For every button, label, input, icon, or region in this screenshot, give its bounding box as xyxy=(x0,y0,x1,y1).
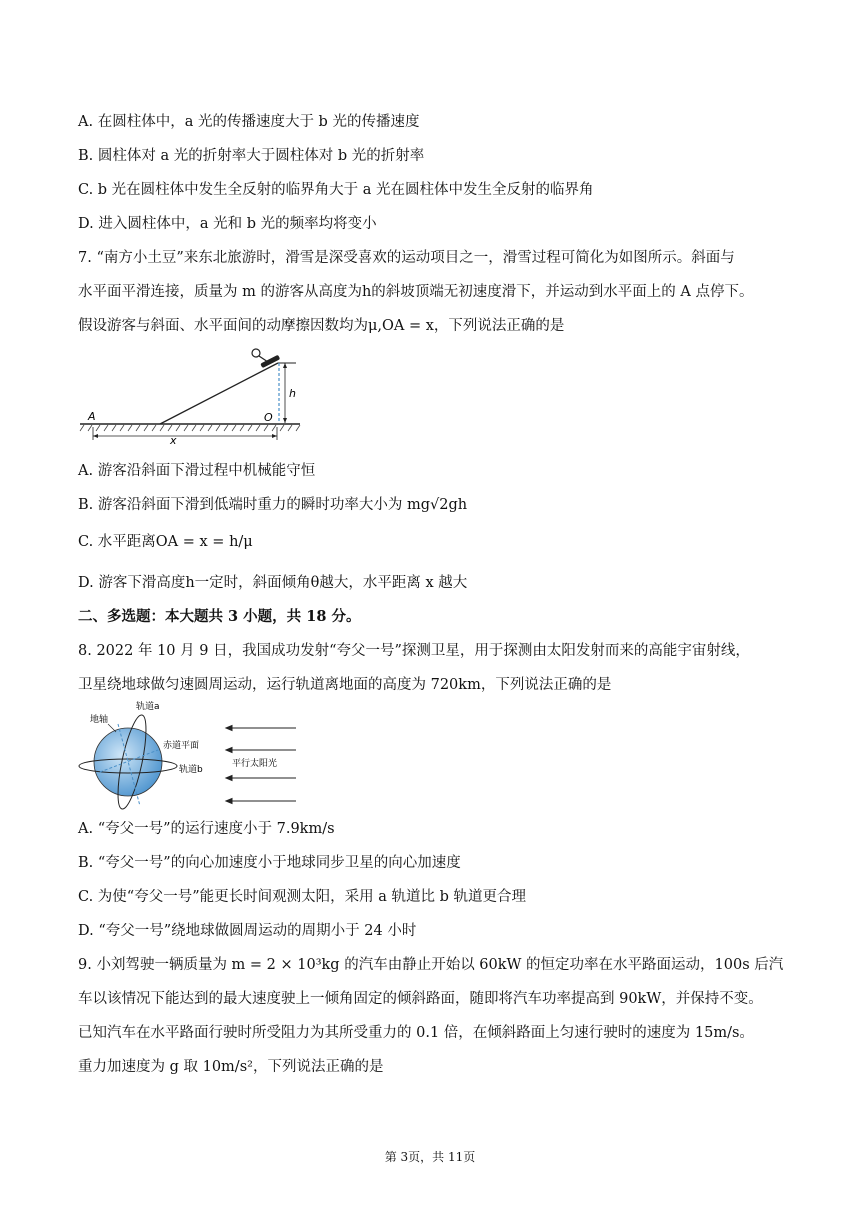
label-sunlight: 平行太阳光 xyxy=(232,759,278,769)
q6-option-a: A. 在圆柱体中，a 光的传播速度大于 b 光的传播速度 xyxy=(78,114,420,130)
label-orbit-a: 轨道a xyxy=(136,702,160,712)
label-o: O xyxy=(264,411,273,424)
q7-stem-line-3: 假设游客与斜面、水平面间的动摩擦因数均为μ,OA = x，下列说法正确的是 xyxy=(78,318,565,334)
q8-option-c: C. 为使“夸父一号”能更长时间观测太阳，采用 a 轨道比 b 轨道更合理 xyxy=(78,889,526,905)
q6-option-d: D. 进入圆柱体中，a 光和 b 光的频率均将变小 xyxy=(78,216,377,232)
q6-option-c: C. b 光在圆柱体中发生全反射的临界角大于 a 光在圆柱体中发生全反射的临界角 xyxy=(78,182,594,198)
label-x: x xyxy=(170,434,177,445)
q9-stem-line-3: 已知汽车在水平路面行驶时所受阻力为其所受重力的 0.1 倍，在倾斜路面上匀速行驶时的速度为 15m/s。 xyxy=(78,1025,754,1041)
q7-option-a: A. 游客沿斜面下滑过程中机械能守恒 xyxy=(78,463,316,479)
q9-stem-line-4: 重力加速度为 g 取 10m/s²，下列说法正确的是 xyxy=(78,1059,384,1075)
q7-option-b: B. 游客沿斜面下滑到低端时重力的瞬时功率大小为 mg√2gh xyxy=(78,497,468,513)
q9-stem-line-2: 车以该情况下能达到的最大速度驶上一倾角固定的倾斜路面，随即将汽车功率提高到 90kW，并保持不变。 xyxy=(78,991,763,1007)
q8-option-d: D. “夸父一号”绕地球做圆周运动的周期小于 24 小时 xyxy=(78,923,417,939)
label-a: A xyxy=(88,410,96,423)
q8-orbit-figure xyxy=(78,700,303,815)
label-axis: 地轴 xyxy=(90,715,109,725)
skier-icon xyxy=(252,349,280,368)
page-footer: 第 3页，共 11页 xyxy=(384,1150,476,1164)
q8-stem-line-1: 8. 2022 年 10 月 9 日，我国成功发射“夸父一号”探测卫星，用于探测由太阳发射而来的高能宇宙射线， xyxy=(78,643,750,659)
q9-stem-line-1: 9. 小刘驾驶一辆质量为 m = 2 × 10³kg 的汽车由静止开始以 60kW 的恒定功率在水平路面运动，100s 后汽 xyxy=(78,957,784,973)
label-equator: 赤道平面 xyxy=(163,741,200,751)
q7-option-c: C. 水平距离OA = x = h/μ xyxy=(78,534,253,550)
q8-option-b: B. “夸父一号”的向心加速度小于地球同步卫星的向心加速度 xyxy=(78,855,461,871)
label-h: h xyxy=(289,387,296,400)
q7-stem-line-1: 7. “南方小土豆”来东北旅游时，滑雪是深受喜欢的运动项目之一，滑雪过程可简化为如图所示。斜面与 xyxy=(78,250,735,266)
q8-stem-line-2: 卫星绕地球做匀速圆周运动，运行轨道离地面的高度为 720km，下列说法正确的是 xyxy=(78,677,612,693)
q6-option-b: B. 圆柱体对 a 光的折射率大于圆柱体对 b 光的折射率 xyxy=(78,148,425,164)
q7-stem-line-2: 水平面平滑连接，质量为 m 的游客从高度为h的斜坡顶端无初速度滑下，并运动到水平面上的 A 点停下。 xyxy=(78,284,754,300)
section-heading-multi-choice: 二、多选题：本大题共 3 小题，共 18 分。 xyxy=(78,608,361,625)
q8-option-a: A. “夸父一号”的运行速度小于 7.9km/s xyxy=(78,821,335,837)
label-orbit-b: 轨道b xyxy=(179,765,203,775)
q7-option-d: D. 游客下滑高度h一定时，斜面倾角θ越大，水平距离 x 越大 xyxy=(78,575,468,591)
q7-slope-figure xyxy=(78,345,308,445)
